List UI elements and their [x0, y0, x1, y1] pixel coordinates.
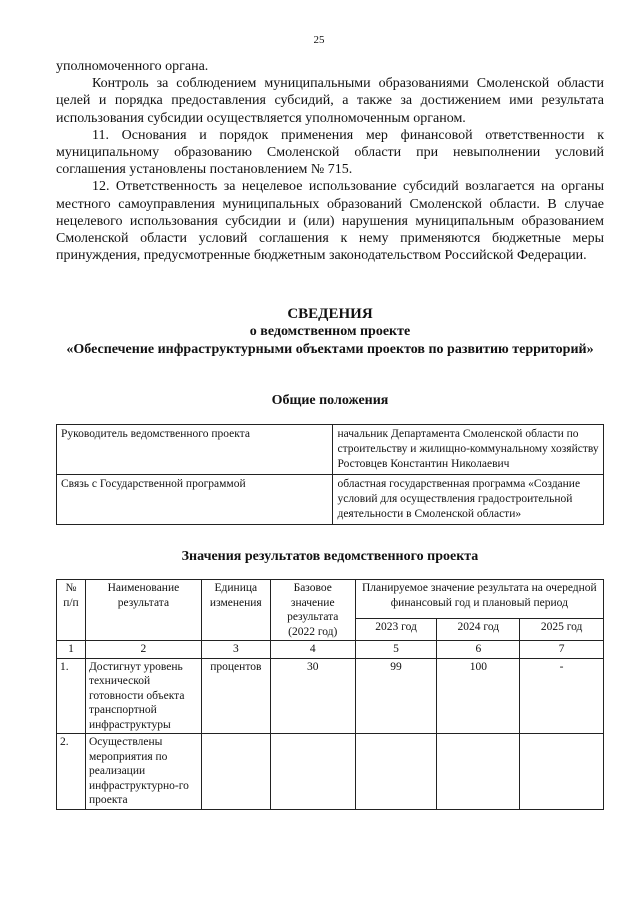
row-num: 1. [57, 658, 86, 734]
general-value: областная государственная программа «Создание условий для осуществления градостроительной деятельности в Смоленской области» [333, 475, 604, 525]
column-number: 5 [355, 641, 437, 659]
row-2025: - [520, 658, 604, 734]
project-title: «Обеспечение инфраструктурными объектами проектов по развитию территорий» [66, 342, 594, 357]
header-name: Наименование результата [85, 580, 201, 641]
row-2023: 99 [355, 658, 437, 734]
table-row [57, 425, 604, 475]
table-row [57, 475, 604, 525]
header-num: № п/п [57, 580, 86, 641]
table-row [57, 734, 604, 810]
header-year: 2023 год [355, 619, 437, 641]
column-number: 2 [85, 641, 201, 659]
section-subtitle: о ведомственном проекте [249, 324, 411, 339]
body-text [56, 58, 604, 264]
column-number: 7 [520, 641, 604, 659]
results-heading: Значения результатов ведомственного проекта [181, 549, 479, 564]
row-2024 [437, 734, 520, 810]
row-2023 [355, 734, 437, 810]
header-unit: Единица изменения [201, 580, 270, 641]
paragraph: 12. Ответственность за нецелевое использование субсидий возлагается на органы местного самоуправления муниципальных образований Смоленской области. В случае нецелевого использования субсидии и (или) нарушения муниципальным образованием Смоленской области условий соглашения к нему применяются бюджетные меры принуждения, предусмотренные бюджетным законодательством Российской Федерации. [56, 179, 604, 264]
general-label: Руководитель ведомственного проекта [57, 425, 333, 475]
page-number: 25 [313, 34, 325, 46]
row-name: Достигнут уровень технической готовности объекта транспортной инфраструктуры [85, 658, 201, 734]
header-year: 2024 год [437, 619, 520, 641]
row-unit [201, 734, 270, 810]
table-header-row [57, 580, 604, 619]
row-2025 [520, 734, 604, 810]
header-planned: Планируемое значение результата на очередной финансовый год и плановый период [355, 580, 603, 619]
row-name: Осуществлены мероприятия по реализации инфраструктурно-го проекта [85, 734, 201, 810]
general-heading: Общие положения [271, 393, 389, 408]
results-table [56, 579, 604, 810]
row-num: 2. [57, 734, 86, 810]
column-number-row [57, 641, 604, 659]
row-2024: 100 [437, 658, 520, 734]
row-unit: процентов [201, 658, 270, 734]
column-number: 3 [201, 641, 270, 659]
table-row [57, 658, 604, 734]
paragraph: Контроль за соблюдением муниципальными образованиями Смоленской области целей и порядка предоставления субсидий, а также за достижением ими результата использования субсидии осуществляется уполномоченным органом. [56, 76, 604, 126]
header-year: 2025 год [520, 619, 604, 641]
section-title: СВЕДЕНИЯ [287, 306, 373, 322]
paragraph: уполномоченного органа. [56, 59, 209, 74]
column-number: 4 [270, 641, 355, 659]
column-number: 6 [437, 641, 520, 659]
row-base: 30 [270, 658, 355, 734]
column-number: 1 [57, 641, 86, 659]
general-value: начальник Департамента Смоленской области по строительству и жилищно-коммунальному хозяйству Ростовцев Константин Николаевич [333, 425, 604, 475]
header-base: Базовое значение результата (2022 год) [270, 580, 355, 641]
general-label: Связь с Государственной программой [57, 475, 333, 525]
row-base [270, 734, 355, 810]
general-table [56, 424, 604, 525]
paragraph: 11. Основания и порядок применения мер финансовой ответственности к муниципальному образованию Смоленской области при невыполнении условий соглашения установлены постановлением № 715. [56, 127, 604, 178]
